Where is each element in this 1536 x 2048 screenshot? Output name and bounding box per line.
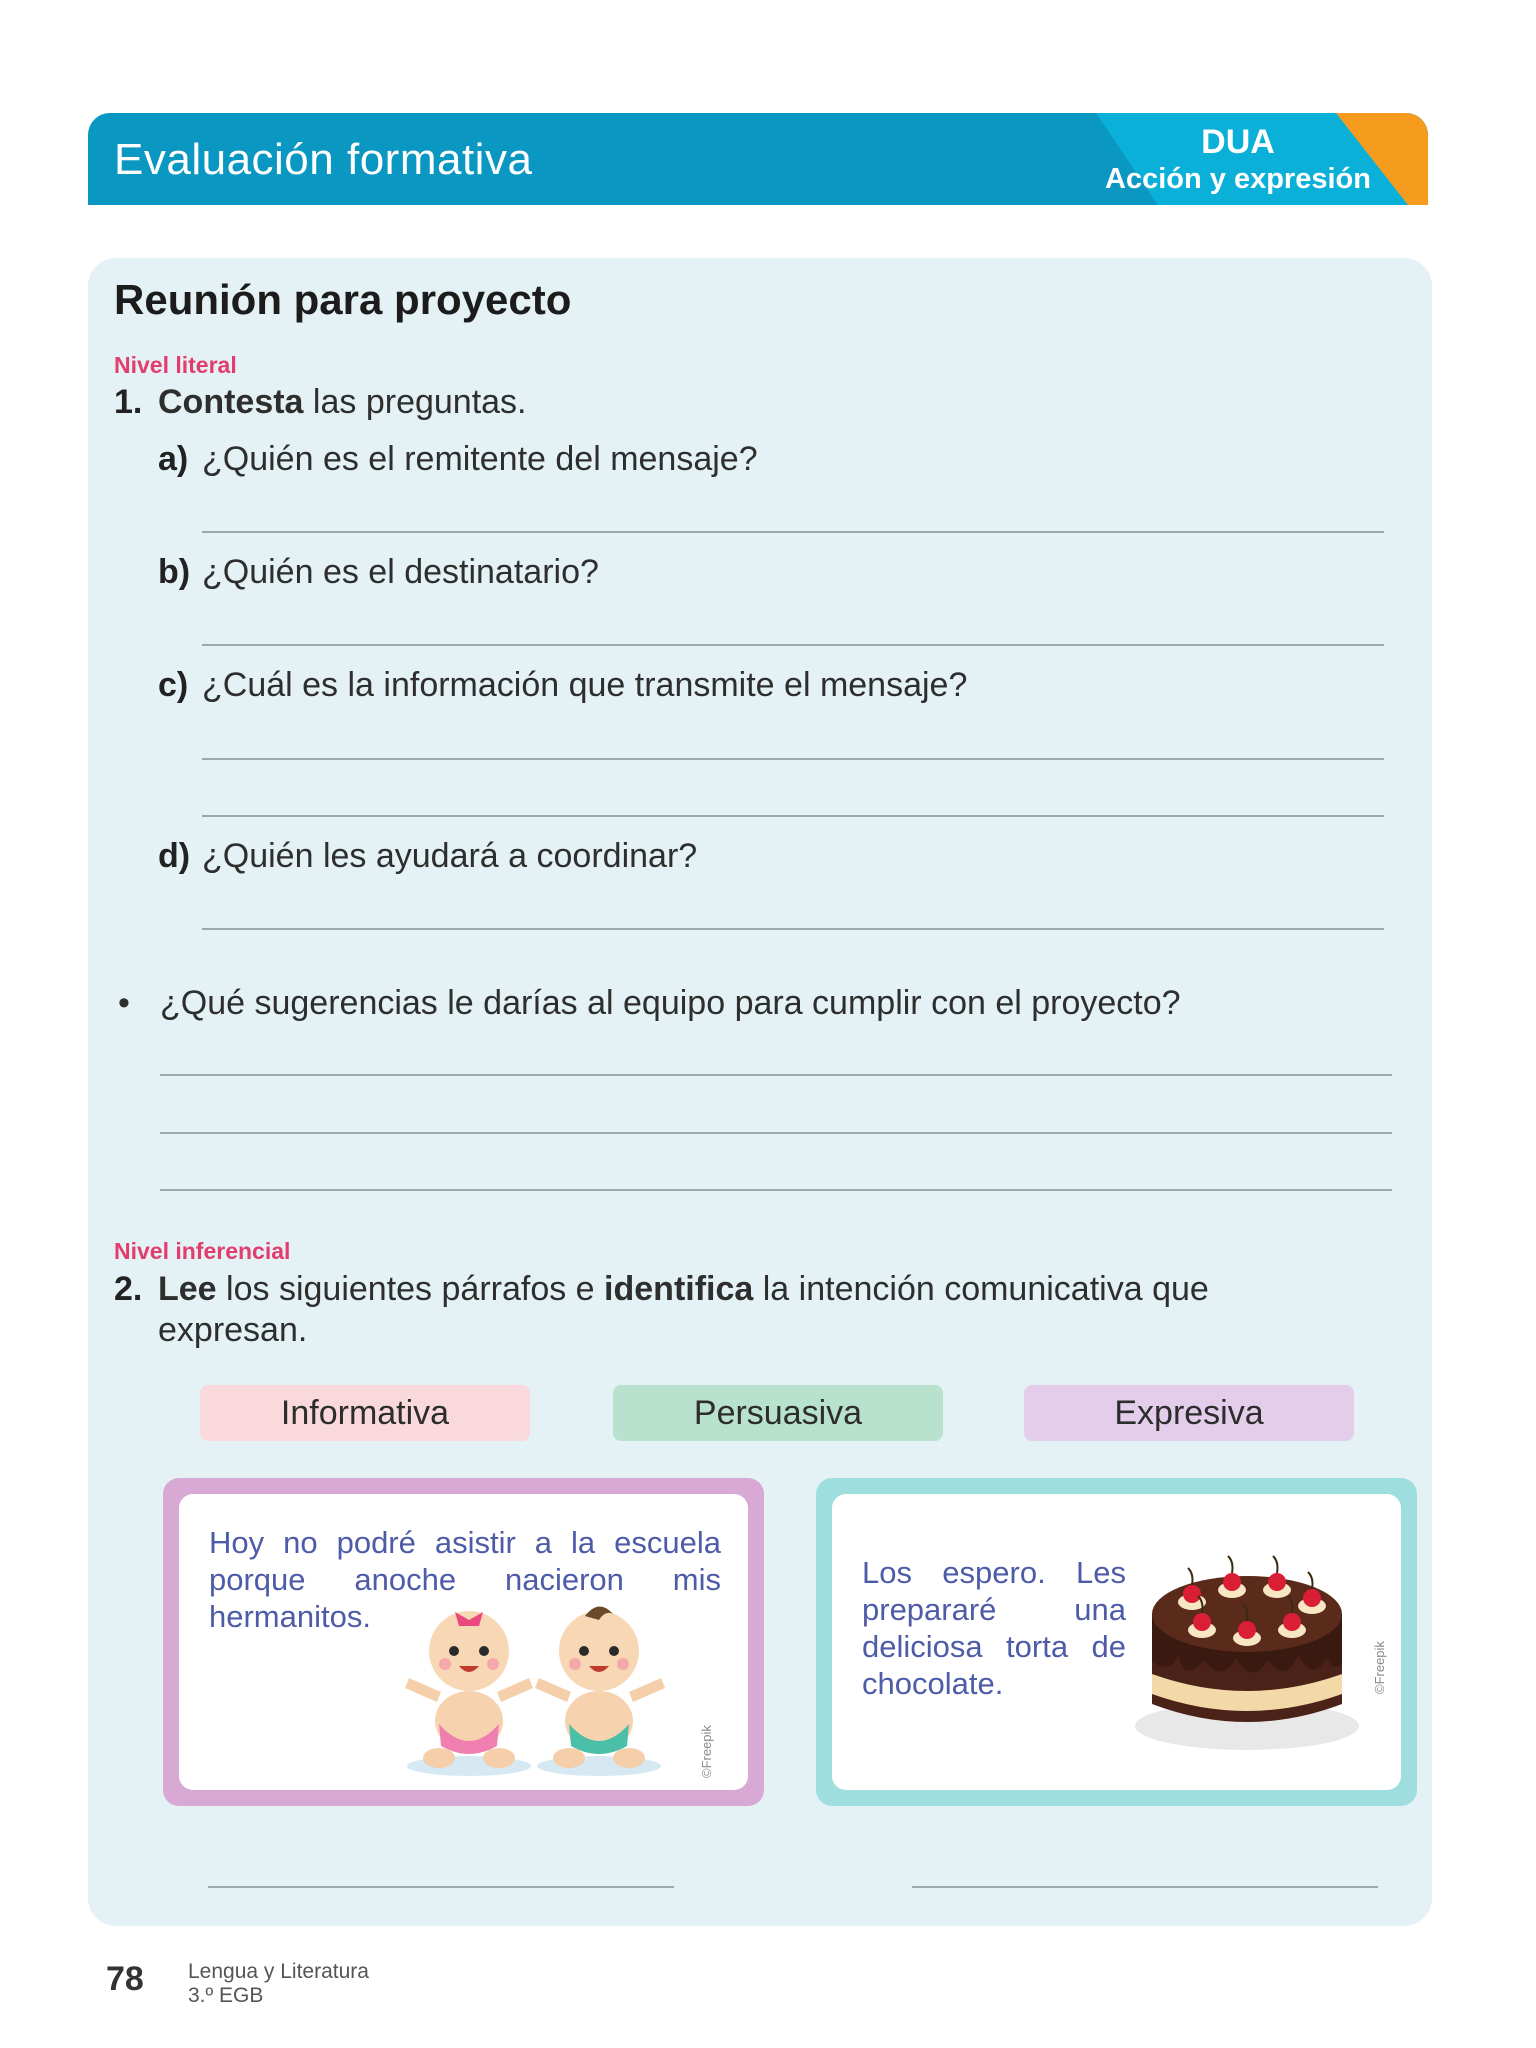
header-banner bbox=[88, 113, 1428, 205]
paragraph-card-1-inner bbox=[179, 1494, 748, 1790]
tab-persuasiva[interactable]: Persuasiva bbox=[613, 1385, 943, 1441]
paragraph-card-2-inner bbox=[832, 1494, 1401, 1790]
page-number: 78 bbox=[106, 1960, 144, 1998]
babies-illustration bbox=[399, 1596, 679, 1778]
answer-line-1b[interactable] bbox=[202, 644, 1384, 646]
question-1a-letter: a) bbox=[158, 440, 189, 478]
question-2-prompt bbox=[158, 1270, 1388, 1309]
question-1a-text: ¿Quién es el remitente del mensaje? bbox=[202, 440, 758, 478]
paragraph-card-2 bbox=[816, 1478, 1417, 1806]
grade-label: 3.º EGB bbox=[188, 1984, 264, 2007]
question-2-rest: la intención comunicativa que bbox=[762, 1270, 1209, 1308]
dua-title: DUA bbox=[1201, 123, 1275, 161]
answer-line-card-2[interactable] bbox=[912, 1886, 1378, 1888]
question-1-rest: las preguntas. bbox=[312, 383, 527, 421]
question-2-number: 2. bbox=[114, 1270, 143, 1308]
question-1d-letter: d) bbox=[158, 837, 191, 875]
question-1c-letter: c) bbox=[158, 666, 189, 704]
image-credit-1: ©Freepik bbox=[699, 1725, 714, 1778]
bullet-question-text: ¿Qué sugerencias le darías al equipo para cumplir con el proyecto? bbox=[160, 984, 1181, 1022]
question-1-verb: Contesta bbox=[158, 383, 304, 421]
section-title: Reunión para proyecto bbox=[114, 276, 572, 323]
answer-line-suggestions-1[interactable] bbox=[160, 1074, 1392, 1076]
bullet-marker: • bbox=[118, 984, 130, 1022]
header-title: Evaluación formativa bbox=[114, 135, 533, 184]
answer-line-1a[interactable] bbox=[202, 531, 1384, 533]
question-1b-letter: b) bbox=[158, 553, 191, 591]
answer-line-card-1[interactable] bbox=[208, 1886, 674, 1888]
answer-line-1c-1[interactable] bbox=[202, 758, 1384, 760]
question-2-verb: Lee bbox=[158, 1270, 217, 1308]
question-1b-text: ¿Quién es el destinatario? bbox=[202, 553, 599, 591]
level-inferencial-label: Nivel inferencial bbox=[114, 1238, 291, 1264]
dua-subtitle: Acción y expresión bbox=[1105, 163, 1371, 195]
paragraph-card-1-text: Hoy no podré asistir a la escuela porque anoche nacieron mis hermanitos. bbox=[209, 1525, 721, 1634]
tab-expresiva[interactable]: Expresiva bbox=[1024, 1385, 1354, 1441]
question-2-verb2: identifica bbox=[604, 1270, 754, 1308]
image-credit-2: ©Freepik bbox=[1372, 1641, 1387, 1694]
baby-girl-icon bbox=[405, 1611, 533, 1768]
paragraph-card-2-text: Los espero. Les prepararé una deliciosa torta de chocolate. bbox=[862, 1555, 1126, 1701]
paragraph-card-1 bbox=[163, 1478, 764, 1806]
question-2-rest-line-2: expresan. bbox=[158, 1311, 308, 1349]
footer-subject bbox=[188, 1960, 369, 2008]
answer-line-suggestions-2[interactable] bbox=[160, 1132, 1392, 1134]
question-2-mid: los siguientes párrafos e bbox=[226, 1270, 595, 1308]
answer-line-1d[interactable] bbox=[202, 928, 1384, 930]
chocolate-cake-illustration bbox=[1132, 1534, 1362, 1754]
answer-line-suggestions-3[interactable] bbox=[160, 1189, 1392, 1191]
subject-name: Lengua y Literatura bbox=[188, 1960, 369, 1983]
baby-boy-icon bbox=[535, 1606, 665, 1768]
level-literal-label: Nivel literal bbox=[114, 352, 237, 378]
question-1-prompt bbox=[158, 383, 527, 422]
question-1c-text: ¿Cuál es la información que transmite el mensaje? bbox=[202, 666, 968, 704]
answer-line-1c-2[interactable] bbox=[202, 815, 1384, 817]
question-1-number: 1. bbox=[114, 383, 143, 421]
question-1d-text: ¿Quién les ayudará a coordinar? bbox=[202, 837, 698, 875]
tab-informativa[interactable]: Informativa bbox=[200, 1385, 530, 1441]
